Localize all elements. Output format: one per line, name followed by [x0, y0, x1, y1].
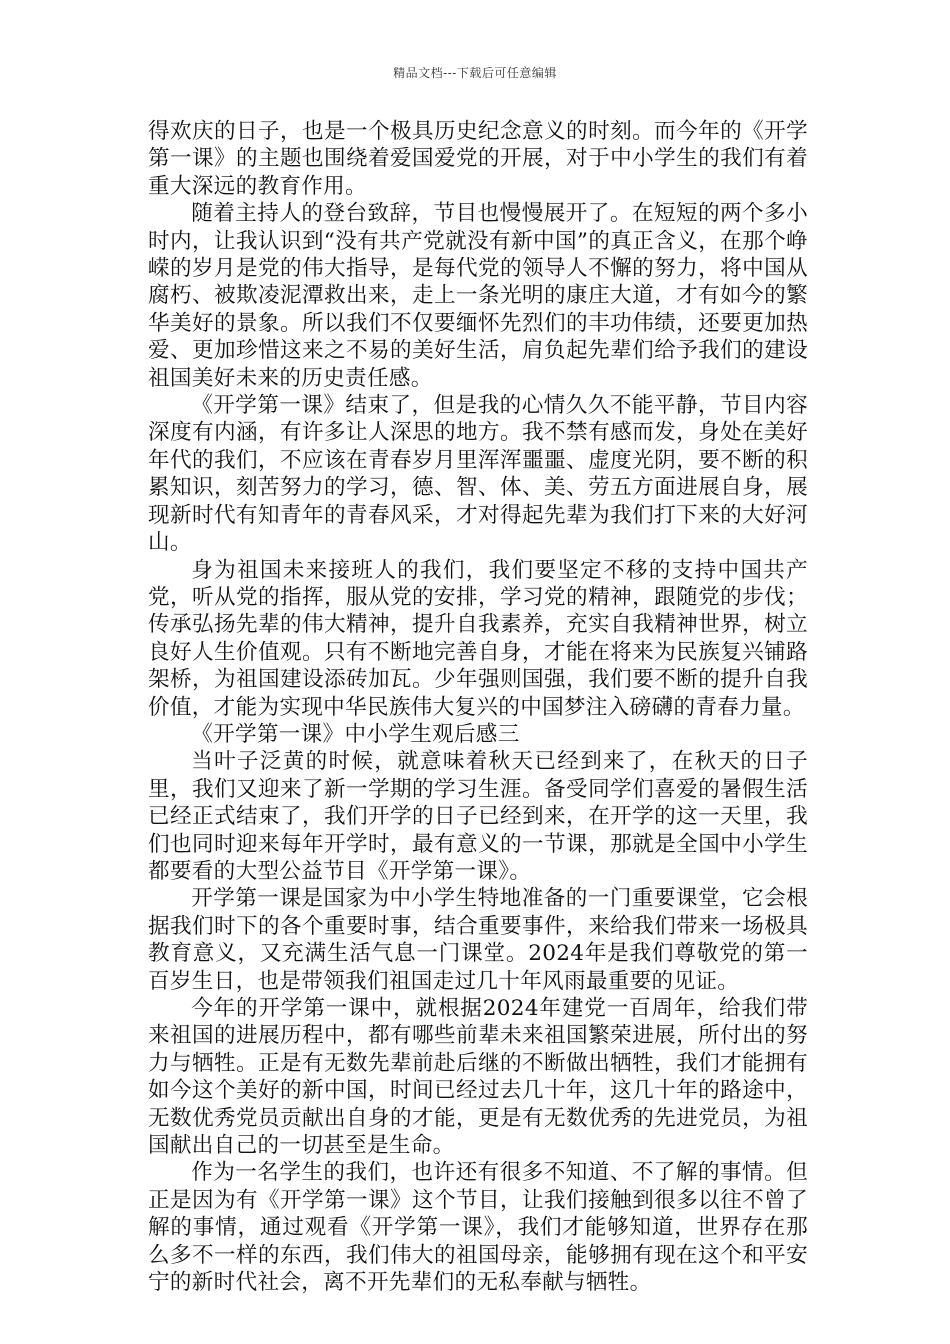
paragraph-8: 作为一名学生的我们，也许还有很多不知道、不了解的事情。但正是因为有《开学第一课》这个节目，让我们接触到很多以往不曾了解的事情，通过观看《开学第一课》，我们才能够知道，世界存在那么多不一样的东西，我们伟大的祖国母亲，能够拥有现在这个和平安宁的新时代社会，离不开先辈们的无私奉献与牺牲。 — [148, 1160, 808, 1296]
section-heading: 《开学第一课》中小学生观后感三 — [191, 721, 520, 747]
paragraph-2: 随着主持人的登台致辞，节目也慢慢展开了。在短短的两个多小时内，让我认识到“没有共产党就没有新中国”的真正含义，在那个峥嵘的岁月是党的伟大指导，是每代党的领导人不懈的努力，将中国从腐朽、被欺凌泥潭救出来，走上一条光明的康庄大道，才有如今的繁华美好的景象。所以我们不仅要缅怀先烈们的丰功伟绩，还要更加热爱、更加珍惜这来之不易的美好生活，肩负起先辈们给予我们的建设祖国美好未来的历史责任感。 — [148, 201, 808, 391]
paragraph-6: 开学第一课是国家为中小学生特地准备的一门重要课堂，它会根据我们时下的各个重要时事，结合重要事件，来给我们带来一场极具教育意义，又充满生活气息一门课堂。2024年是我们尊敬党的第一百岁生日，也是带领我们祖国走过几十年风雨最重要的见证。 — [148, 886, 808, 994]
page-header: 精品文档---下载后可任意编辑 — [393, 66, 557, 80]
paragraph-7: 今年的开学第一课中，就根据2024年建党一百周年，给我们带来祖国的进展历程中，都有哪些前辈未来祖国繁荣进展，所付出的努力与牺牲。正是有无数先辈前赴后继的不断做出牺牲，我们才能拥有如今这个美好的新中国，时间已经过去几十年，这几十年的路途中，无数优秀党员贡献出自身的才能，更是有无数优秀的先进党员，为祖国献出自己的一切甚至是生命。 — [148, 996, 808, 1159]
document-body — [148, 118, 808, 1296]
paragraph-5: 当叶子泛黄的时候，就意味着秋天已经到来了，在秋天的日子里，我们又迎来了新一学期的学习生涯。备受同学们喜爱的暑假生活已经正式结束了，我们开学的日子已经到来，在开学的这一天里，我们也同时迎来每年开学时，最有意义的一节课，那就是全国中小学生都要看的大型公益节目《开学第一课》。 — [148, 749, 808, 884]
paragraph-4: 身为祖国未来接班人的我们，我们要坚定不移的支持中国共产党，听从党的指挥，服从党的安排，学习党的精神，跟随党的步伐；传承弘扬先辈的伟大精神，提升自我素养，充实自我精神世界，树立良好人生价值观。只有不断地完善自身，才能在将来为民族复兴铺路架桥，为祖国建设添砖加瓦。少年强则国强，我们要不断的提升自我价值，才能为实现中华民族伟大复兴的中国梦注入磅礴的青春力量。 — [148, 557, 808, 720]
paragraph-3: 《开学第一课》结束了，但是我的心情久久不能平静，节目内容深度有内涵，有许多让人深思的地方。我不禁有感而发，身处在美好年代的我们，不应该在青春岁月里浑浑噩噩、虚度光阴，要不断的积累知识，刻苦努力的学习，德、智、体、美、劳五方面进展自身，展现新时代有知青年的青春风采，才对得起先辈为我们打下来的大好河山。 — [148, 393, 808, 556]
paragraph-1: 得欢庆的日子，也是一个极具历史纪念意义的时刻。而今年的《开学第一课》的主题也围绕着爱国爱党的开展，对于中小学生的我们有着重大深远的教育作用。 — [148, 119, 808, 199]
